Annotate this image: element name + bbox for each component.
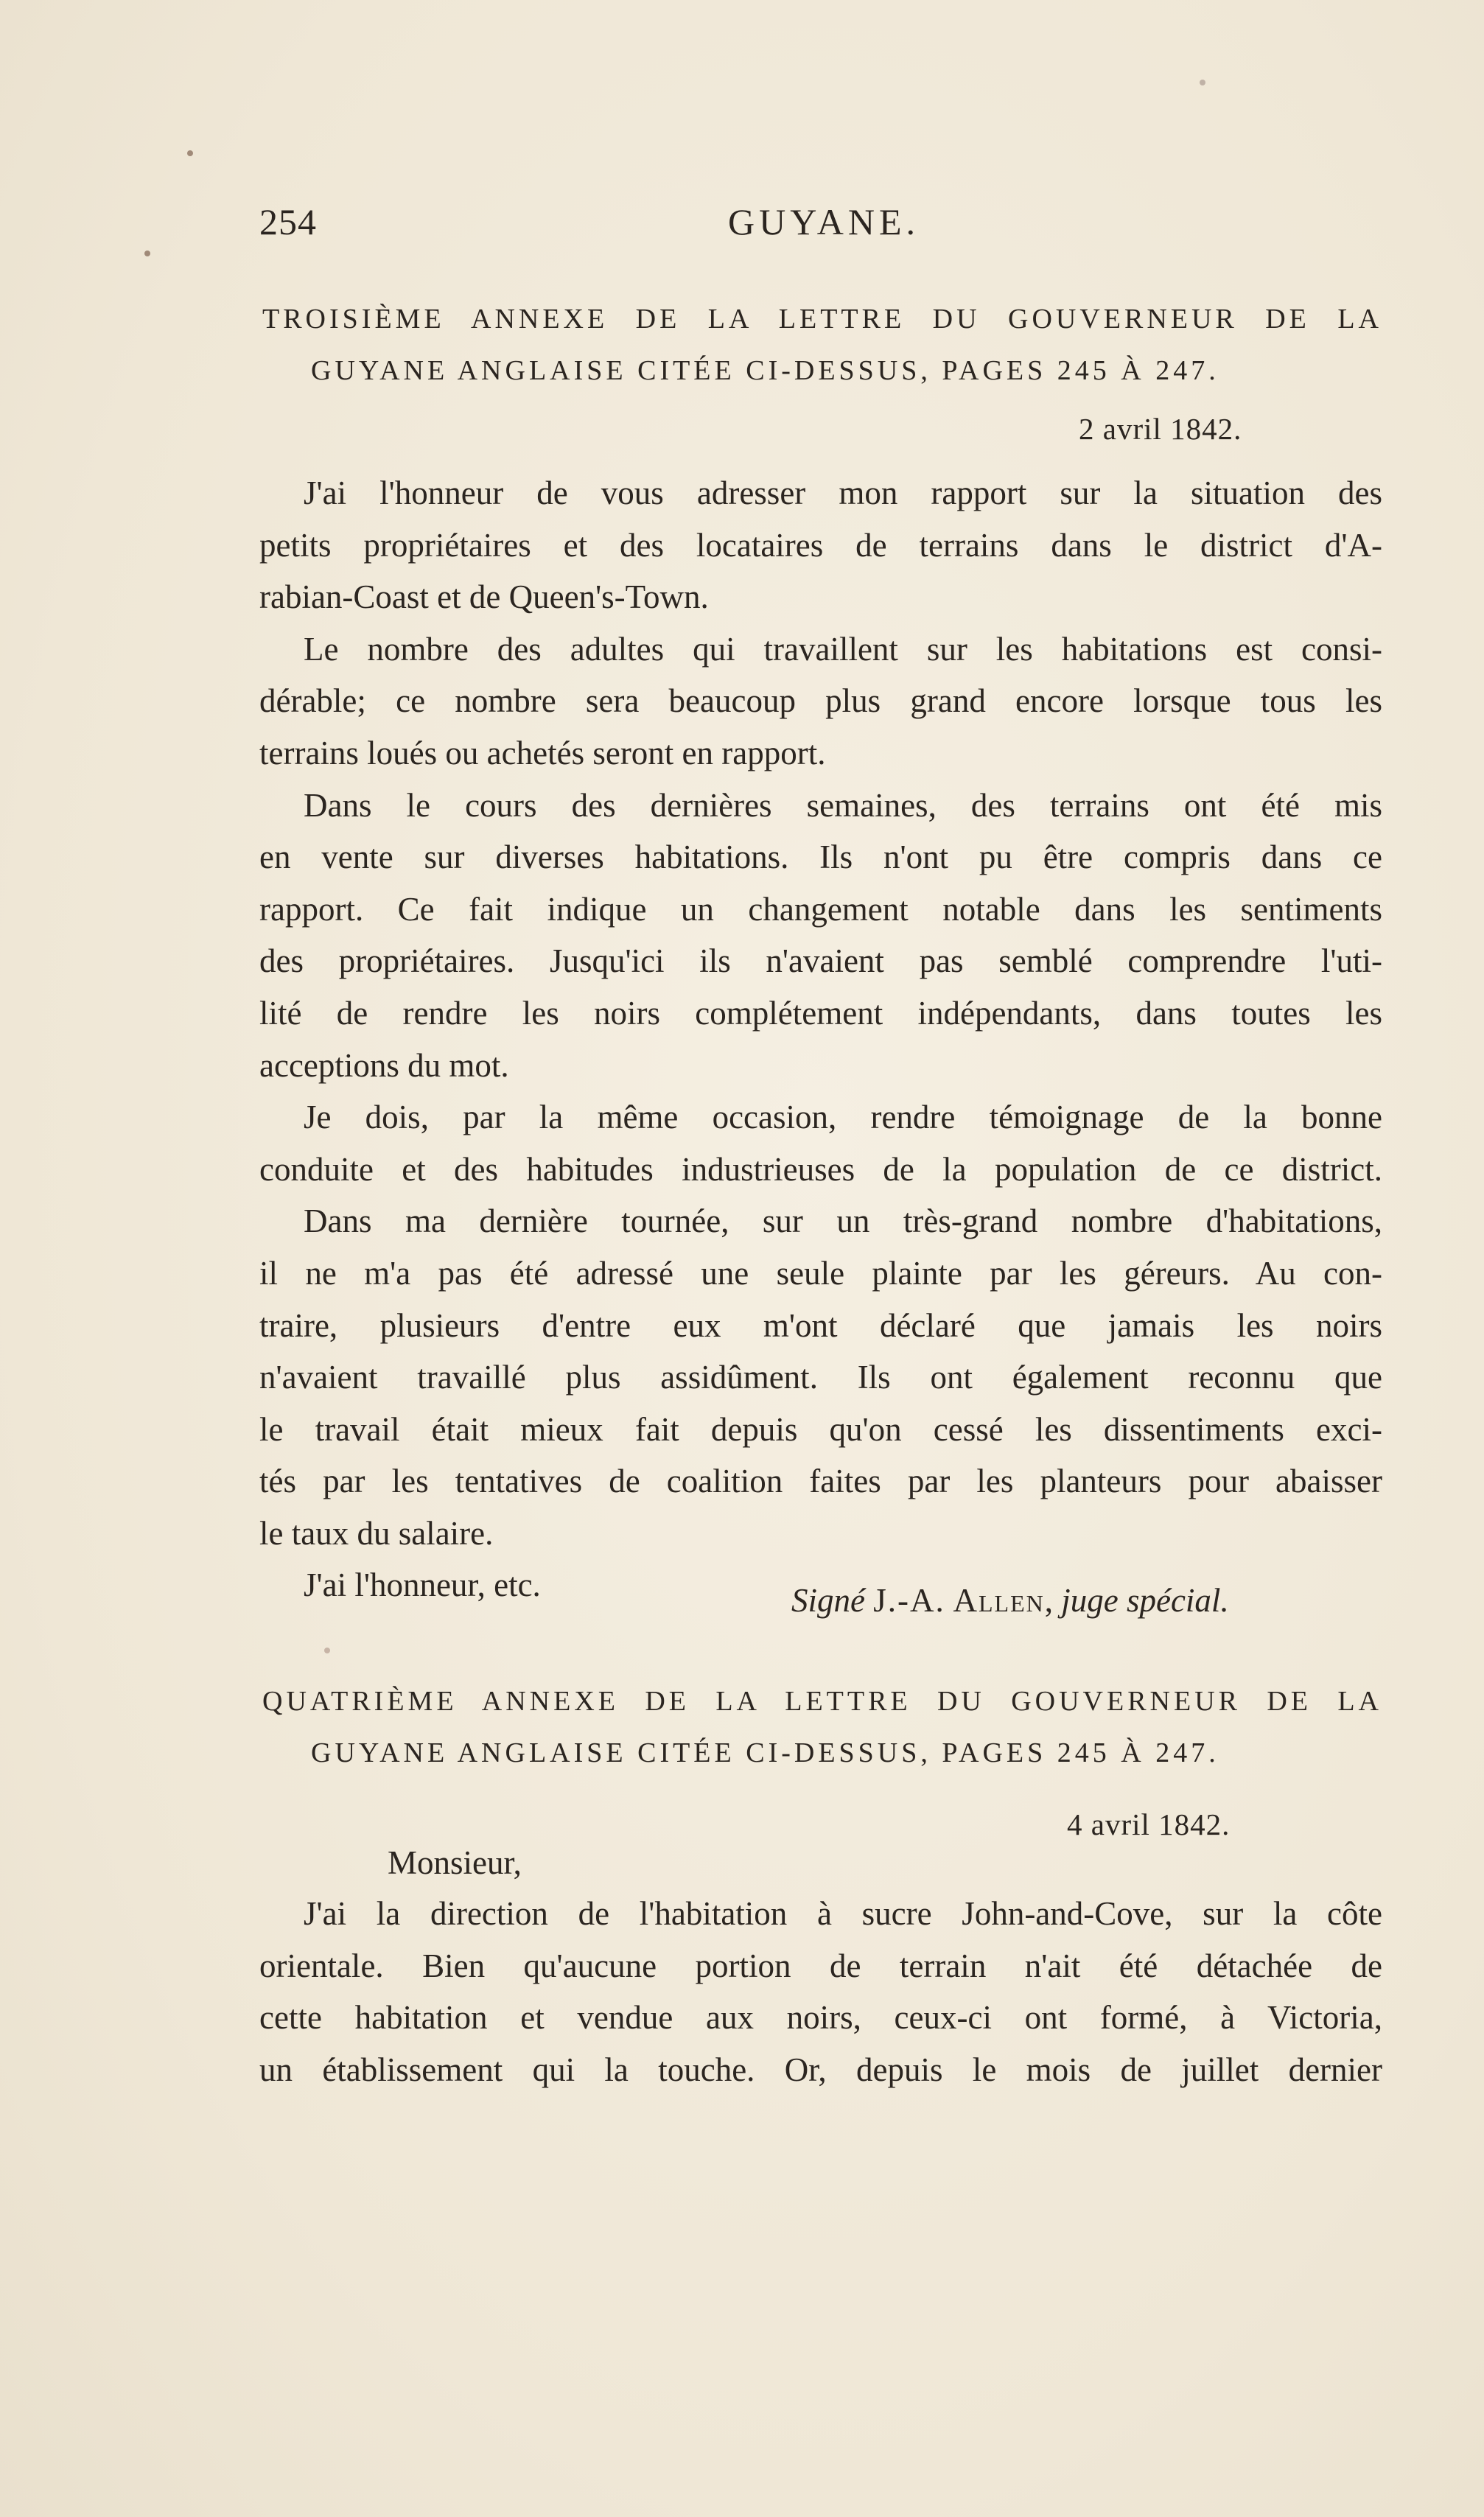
paragraph: [259, 1091, 1382, 1195]
text-line: il ne m'a pas été adressé une seule plainte par les gérеurs. Au con-: [259, 1254, 1382, 1292]
paragraph: [259, 780, 1382, 1092]
text-line: J'ai l'honneur de vous adresser mon rapport sur la situation des: [304, 475, 1382, 511]
text-line: J'ai l'honneur, etc.: [304, 1566, 541, 1604]
text-line: en vente sur diverses habitations. Ils n'ont pu être compris dans ce: [259, 839, 1382, 876]
annex4-title-line1: QUATRIÈME ANNEXE DE LA LETTRE DU GOUVERNEUR DE LA: [262, 1686, 1382, 1717]
text-line: le taux du salaire.: [259, 1514, 494, 1552]
text-line: des propriétaires. Jusqu'ici ils n'avaient pas semblé comprendre l'uti-: [259, 942, 1382, 980]
paper-speck: [324, 1648, 330, 1653]
page-number: 254: [259, 201, 317, 242]
paragraph: [259, 623, 1382, 780]
text-line: le travail était mieux fait depuis qu'on cessé les dissentiments exci-: [259, 1410, 1382, 1448]
running-title: GUYANE.: [728, 201, 920, 242]
paragraph: [259, 467, 1382, 623]
annex3-body: [259, 467, 1382, 1611]
text-line: Dans le cours des dernières semaines, des terrains ont été mis: [304, 786, 1382, 824]
text-line: lité de rendre les noirs complétement indépendants, dans toutes les: [259, 994, 1382, 1032]
paper-speck: [1200, 80, 1205, 85]
annex4-date: 4 avril 1842.: [1067, 1807, 1231, 1841]
text-line: Je dois, par la même occasion, rendre témoignage de la bonne: [304, 1099, 1382, 1136]
annex4-title: [262, 1676, 1382, 1779]
text-line: tés par les tentatives de coalition faites par les planteurs pour abaisser: [259, 1463, 1382, 1500]
text-line: Le nombre des adultes qui travaillent sur les habitations est consi-: [304, 630, 1382, 668]
annex3-title: [262, 293, 1382, 396]
text-line: conduite et des habitudes industrieuses de la population de ce district.: [259, 1150, 1382, 1188]
paragraph: [259, 1888, 1382, 2096]
text-line: traire, plusieurs d'entre eux m'ont déclaré que jamais les noirs: [259, 1306, 1382, 1344]
signature-signe: Signé: [791, 1582, 865, 1619]
annex3-title-line2: GUYANE ANGLAISE CITÉE CI-DESSUS, PAGES 245 À 247.: [311, 355, 1219, 386]
text-line: petits propriétaires et des locataires de terrains dans le district d'A-: [259, 526, 1382, 564]
paragraph: [259, 1195, 1382, 1559]
signature-name: J.-A. Allen: [873, 1582, 1045, 1619]
paper-speck: [187, 150, 193, 156]
text-line: acceptions du mot.: [259, 1046, 509, 1084]
running-header: [259, 200, 1379, 259]
text-line: terrains loués ou achetés seront en rapport.: [259, 734, 826, 771]
annex4-title-line2: GUYANE ANGLAISE CITÉE CI-DESSUS, PAGES 245 À 247.: [311, 1737, 1219, 1768]
text-line: Dans ma dernière tournée, sur un très-grand nombre d'habitations,: [304, 1203, 1382, 1240]
paper-speck: [144, 251, 150, 256]
salutation: Monsieur,: [388, 1844, 522, 1881]
text-line: cette habitation et vendue aux noirs, ceux-ci ont formé, à Victoria,: [259, 1999, 1382, 2037]
text-line: J'ai la direction de l'habitation à sucre John-and-Cove, sur la côte: [304, 1895, 1382, 1932]
text-line: un établissement qui la touche. Or, depuis le mois de juillet dernier: [259, 2051, 1382, 2088]
text-line: n'avaient travaillé plus assidûment. Ils ont également reconnu que: [259, 1359, 1382, 1396]
text-line: orientale. Bien qu'aucune portion de terrain n'ait été détachée de: [259, 1947, 1382, 1984]
annex4-body: [259, 1888, 1382, 2096]
annex3-date: 2 avril 1842.: [1079, 412, 1242, 446]
text-line: dérable; ce nombre sera beaucoup plus grand encore lorsque tous les: [259, 682, 1382, 720]
signature-role: juge spécial.: [1061, 1582, 1229, 1619]
text-line: rapport. Ce fait indique un changement notable dans les sentiments: [259, 890, 1382, 928]
text-line: rabian-Coast et de Queen's-Town.: [259, 578, 709, 616]
annex3-title-line1: TROISIÈME ANNEXE DE LA LETTRE DU GOUVERNEUR DE LA: [262, 304, 1382, 335]
signature: Signé J.-A. Allen, juge spécial.: [791, 1582, 1229, 1619]
